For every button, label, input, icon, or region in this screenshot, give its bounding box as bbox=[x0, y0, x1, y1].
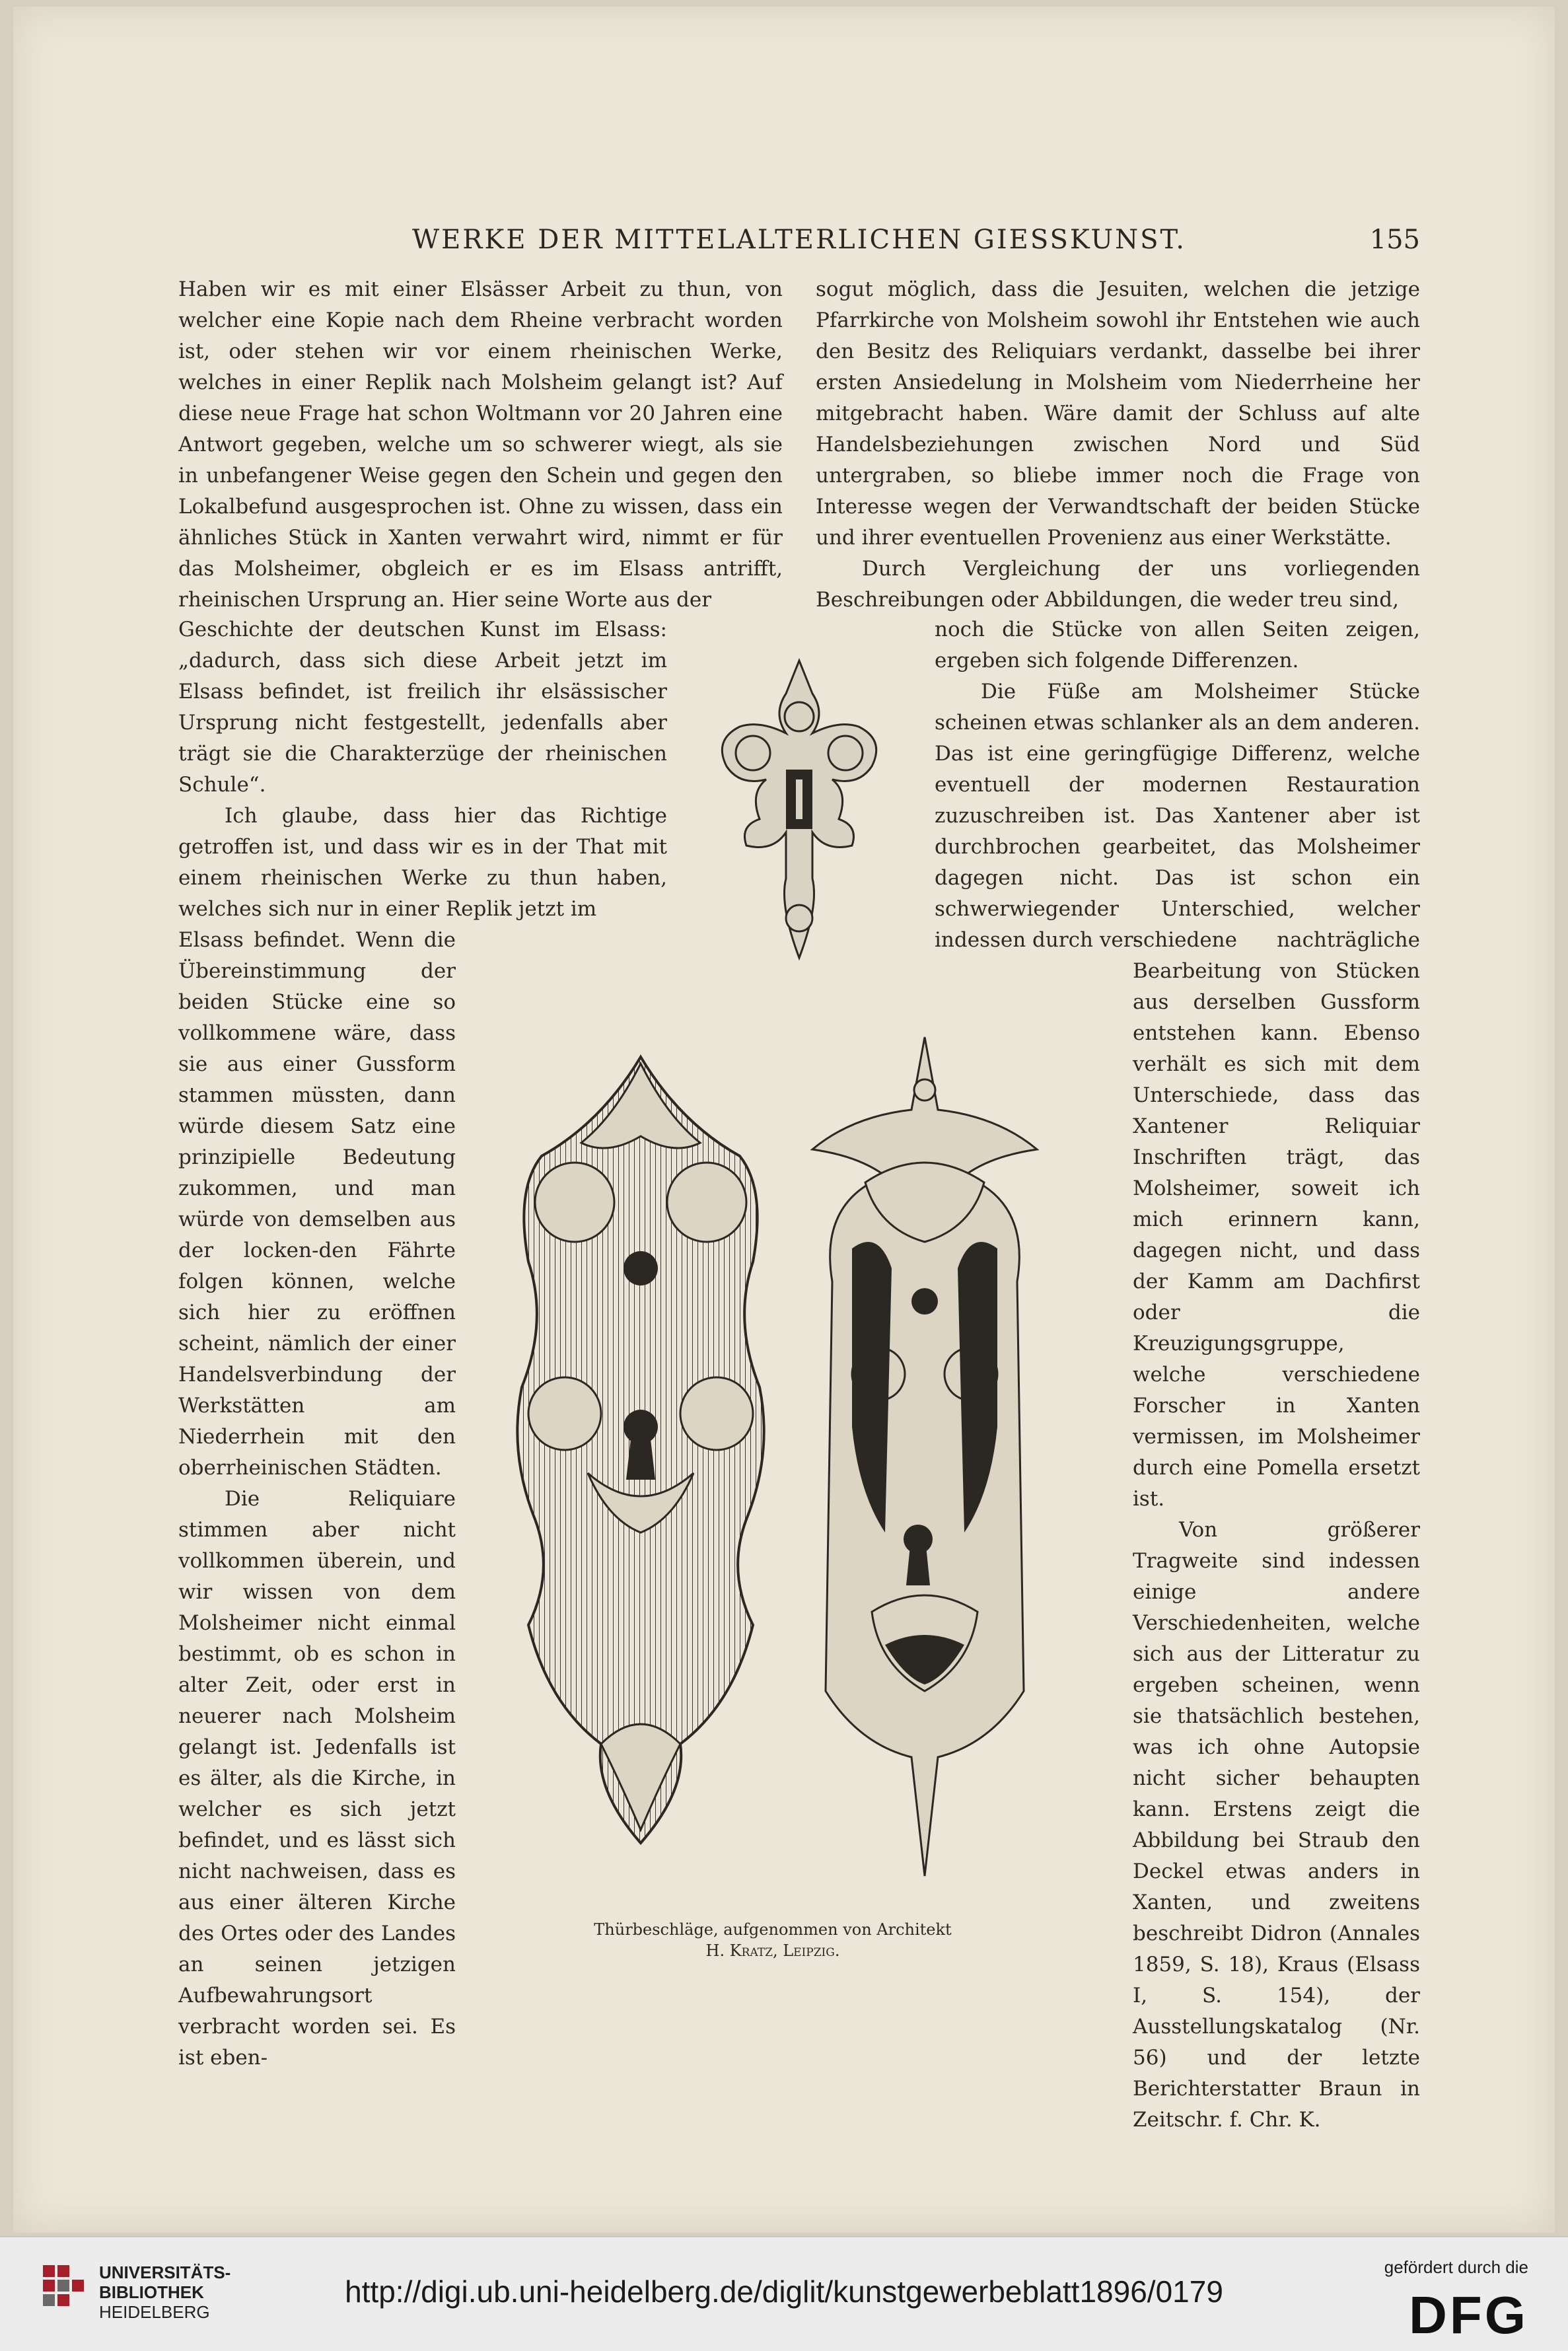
right-paragraph-3: noch die Stücke von allen Seiten zeigen, ergeben sich folgende Differenzen. bbox=[935, 618, 1420, 672]
institution-line-1: UNIVERSITÄTS- bbox=[99, 2262, 231, 2282]
left-paragraph-3: Ich glaube, dass hier das Richtige getroffen ist, und dass wir es in der That mit einem rheinischen Werke zu thun haben, welches sich nur in einer Replik jetzt im bbox=[178, 804, 667, 921]
digitization-footer bbox=[0, 2236, 1568, 2351]
right-paragraph-6: Von größerer Tragweite sind indessen einige andere Verschiedenheiten, welche sich aus der Litteratur zu ergeben scheinen, wenn sie thatsächlich bestehen, was ich ohne Autopsie nicht sicher behaupten kann. Erstens zeigt die Abbildung bei Straub den Deckel etwas anders in Xanten, und zweitens beschreibt Didron (Annales 1859, S. 18), Kraus (Elsass I, S. 154), der Ausstellungskatalog (Nr. 56) und der letzte Berichterstatter Braun in Zeitschr. f. Chr. K. bbox=[1133, 1518, 1420, 2132]
left-column-top bbox=[178, 274, 783, 616]
fleur-de-lis-escutcheon-illustration bbox=[687, 654, 911, 971]
right-column-narrow bbox=[1133, 925, 1420, 2136]
left-column-narrow bbox=[178, 925, 456, 2074]
right-paragraph-5: schiedene nachträgliche Bearbeitung von Stücken aus derselben Gussform entstehen kann. Ebenso verhält es sich mit dem Unterschiede, dass das Xantener Reliquiar Inschriften trägt, das Molsheimer, soweit ich mich erinnern kann, dagegen nicht, und dass der Kamm am Dachfirst oder die Kreuzigungsgruppe, welche verschiedene Forscher in Xanten vermissen, im Molsheimer durch eine Pomella ersetzt ist. bbox=[1133, 928, 1420, 1511]
right-paragraph-2: Durch Vergleichung der uns vorliegenden Beschreibungen oder Abbildungen, die weder treu sind, bbox=[816, 557, 1420, 612]
page-number: 155 bbox=[1369, 225, 1420, 255]
institution-line-2: BIBLIOTHEK bbox=[99, 2282, 204, 2302]
pierced-escutcheon-illustration bbox=[779, 1031, 1070, 1883]
right-column-mid bbox=[935, 614, 1420, 956]
right-column-top bbox=[816, 274, 1420, 616]
left-paragraph-1: Haben wir es mit einer Elsässer Arbeit zu thun, von welcher eine Kopie nach dem Rheine verbracht worden ist, oder stehen wir vor einem rheinischen Werke, welches in einer Replik nach Molsheim gelangt ist? Auf diese neue Frage hat schon Woltmann vor 20 Jahren eine Antwort gegeben, welche um so schwerer wiegt, als sie in unbefangener Weise gegen den Schein und gegen den Lokalbefund ausgesprochen ist. Ohne zu wissen, dass ein ähnliches Stück in Xanten verwahrt wird, nimmt er für das Molsheimer, obgleich er es im Elsass antrifft, rheinischen Ursprung an. Hier seine Worte aus der bbox=[178, 277, 783, 612]
left-paragraph-4: Elsass befindet. Wenn die Übereinstimmung der beiden Stücke eine so vollkommene wäre, dass sie aus einer Gussform stammen müssten, dann würde diesem Satz eine prinzipielle Bedeutung zukommen, und man würde von demselben aus der locken-den Fährte folgen können, welche sich hier zu eröffnen scheint, nämlich der einer Handelsverbindung der Werkstätten am Niederrhein mit den oberrheinischen Städten. bbox=[178, 928, 456, 1480]
baroque-escutcheon-illustration bbox=[502, 1044, 779, 1856]
running-head bbox=[178, 225, 1420, 264]
page-title: WERKE DER MITTELALTERLICHEN GIESSKUNST. bbox=[411, 225, 1187, 255]
right-paragraph-1: sogut möglich, dass die Jesuiten, welchen die jetzige Pfarrkirche von Molsheim sowohl ihr Entstehen wie auch den Besitz des Reliquiars verdankt, dasselbe bei ihrer ersten Ansiedelung in Molsheim vom Niederrheine her mitgebracht haben. Wäre damit der Schluss auf alte Handelsbeziehungen zwischen Nord und Süd untergraben, so bliebe immer noch die Frage von Interesse wegen der Verwandtschaft der beiden Stücke und ihrer eventuellen Provenienz aus einer Werkstätte. bbox=[816, 277, 1420, 550]
scanned-page bbox=[13, 7, 1555, 2233]
figure-caption bbox=[561, 1919, 984, 1961]
left-column-mid bbox=[178, 614, 667, 925]
caption-line-1: Thürbeschläge, aufgenommen von Architekt bbox=[594, 1920, 952, 1939]
right-paragraph-4: Die Füße am Molsheimer Stücke scheinen etwas schlanker als an dem anderen. Das ist eine geringfügige Differenz, welche eventuell der modernen Restauration zuzuschreiben ist. Das Xantener aber ist durchbrochen gearbeitet, das Molsheimer dagegen nicht. Das ist schon ein schwerwiegender Unterschied, welcher indessen durch ver- bbox=[935, 680, 1420, 952]
left-paragraph-5: Die Reliquiare stimmen aber nicht vollkommen überein, und wir wissen von dem Molsheimer nicht einmal bestimmt, ob es schon in alter Zeit, oder erst in neuerer nach Molsheim gelangt ist. Jedenfalls ist es älter, als die Kirche, in welcher es sich jetzt befindet, und es lässt sich nicht nachweisen, dass es aus einer älteren Kirche des Ortes oder des Landes an seinen jetzigen Aufbewahrungsort verbracht worden sei. Es ist eben- bbox=[178, 1487, 456, 2070]
funding-note: gefördert durch die bbox=[1384, 2257, 1528, 2277]
caption-line-2: H. Kratz, Leipzig. bbox=[705, 1941, 840, 1960]
source-url-link[interactable]: http://digi.ub.uni-heidelberg.de/diglit/kunstgewerbeblatt1896/0179 bbox=[345, 2274, 1223, 2309]
institution-line-3: HEIDELBERG bbox=[99, 2302, 210, 2322]
dfg-logo: DFG bbox=[1409, 2286, 1528, 2344]
left-paragraph-2: Geschichte der deutschen Kunst im Elsass: „dadurch, dass sich diese Arbeit jetzt im Elsass befindet, ist freilich ihr elsässischer Ursprung nicht festgestellt, jedenfalls aber trägt sie die Charakterzüge der rheinischen Schule“. bbox=[178, 618, 667, 797]
